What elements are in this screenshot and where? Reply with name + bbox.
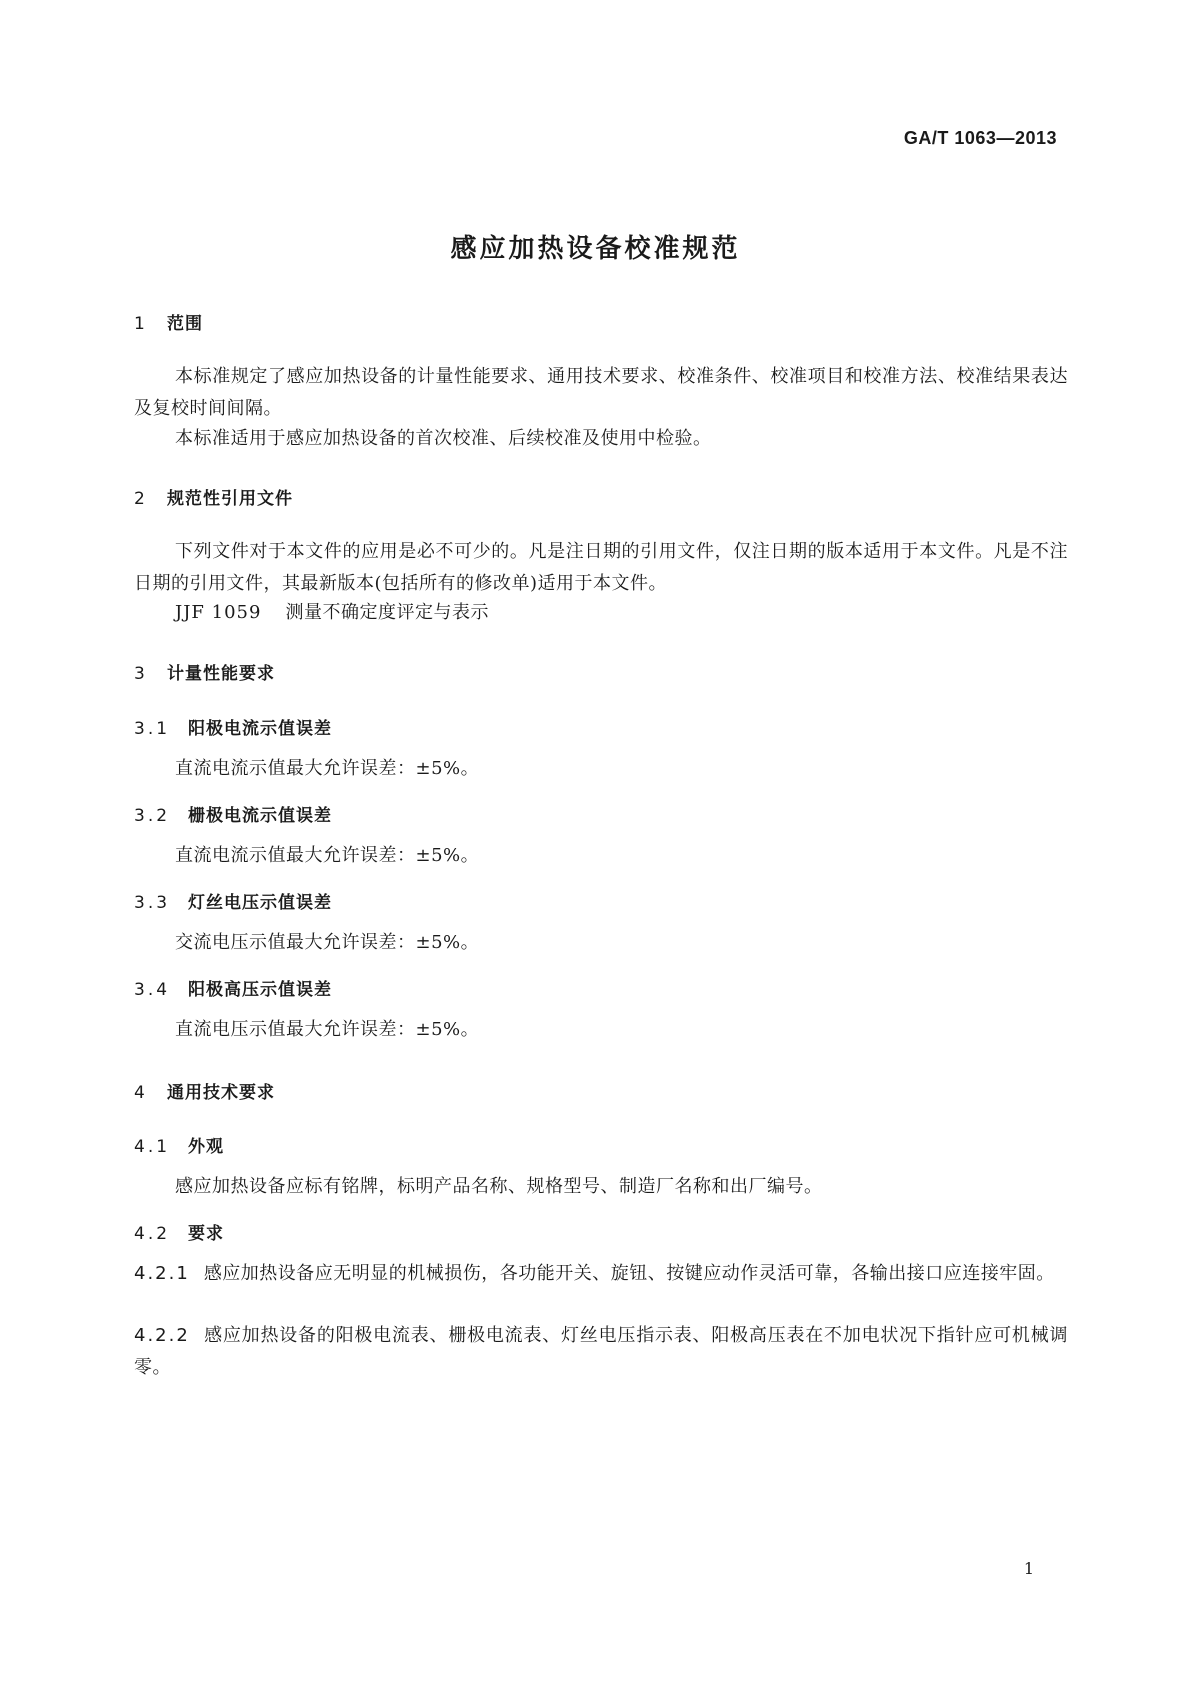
section-title: 规范性引用文件 <box>167 489 293 509</box>
subsection-number: 3.1 <box>134 719 171 739</box>
subsection-title: 阳极电流示值误差 <box>188 719 332 739</box>
subsection-number: 4.1 <box>134 1137 171 1157</box>
subsection-title: 外观 <box>188 1137 224 1157</box>
clause-number: 4.2.1 <box>134 1263 190 1284</box>
normative-reference <box>175 597 1065 629</box>
paragraph: 本标准规定了感应加热设备的计量性能要求、通用技术要求、校准条件、校准项目和校准方法、校准结果表达及复校时间间隔。 <box>134 366 1068 419</box>
paragraph: 直流电流示值最大允许误差：±5%。 <box>175 758 480 779</box>
section-1-heading <box>134 309 203 334</box>
section-number: 2 <box>134 489 145 509</box>
section-title: 通用技术要求 <box>167 1083 275 1103</box>
subsection-title: 栅极电流示值误差 <box>188 806 332 826</box>
subsection-3-1-heading <box>134 714 332 739</box>
subsection-number: 4.2 <box>134 1224 171 1244</box>
clause-text: 感应加热设备的阳极电流表、栅极电流表、灯丝电压指示表、阳极高压表在不加电状况下指针应可机械调零。 <box>134 1325 1068 1378</box>
section-3-heading <box>134 659 275 684</box>
subsection-3-2-heading <box>134 801 332 826</box>
paragraph: 下列文件对于本文件的应用是必不可少的。凡是注日期的引用文件，仅注日期的版本适用于本文件。凡是不注日期的引用文件，其最新版本(包括所有的修改单)适用于本文件。 <box>134 541 1068 594</box>
clause-number: 4.2.2 <box>134 1325 190 1346</box>
subsection-4-1-heading <box>134 1132 224 1157</box>
reference-code: JJF 1059 <box>175 602 262 623</box>
clause-text: 感应加热设备应无明显的机械损伤，各功能开关、旋钮、按键应动作灵活可靠，各输出接口应连接牢固。 <box>203 1263 1055 1284</box>
paragraph: 直流电流示值最大允许误差：±5%。 <box>175 845 480 866</box>
document-title: 感应加热设备校准规范 <box>450 234 741 264</box>
paragraph: 直流电压示值最大允许误差：±5%。 <box>175 1019 480 1040</box>
subsection-number: 3.4 <box>134 980 171 1000</box>
paragraph: 感应加热设备应标有铭牌，标明产品名称、规格型号、制造厂名称和出厂编号。 <box>175 1176 823 1197</box>
clause-4-2-2 <box>134 1320 1068 1384</box>
page-number: 1 <box>1023 1559 1034 1578</box>
section-4-heading <box>134 1078 275 1103</box>
reference-title: 测量不确定度评定与表示 <box>285 602 489 623</box>
section-number: 3 <box>134 664 145 684</box>
subsection-number: 3.3 <box>134 893 171 913</box>
section-number: 4 <box>134 1083 145 1103</box>
standard-code: GA/T 1063—2013 <box>903 128 1057 148</box>
subsection-4-2-heading <box>134 1219 224 1244</box>
subsection-3-3-heading <box>134 888 332 913</box>
section-title: 计量性能要求 <box>167 664 275 684</box>
clause-4-2-1 <box>134 1258 1068 1290</box>
subsection-title: 阳极高压示值误差 <box>188 980 332 1000</box>
subsection-title: 灯丝电压示值误差 <box>188 893 332 913</box>
subsection-3-4-heading <box>134 975 332 1000</box>
paragraph: 交流电压示值最大允许误差：±5%。 <box>175 932 480 953</box>
section-title: 范围 <box>167 314 203 334</box>
section-2-heading <box>134 484 293 509</box>
subsection-number: 3.2 <box>134 806 171 826</box>
paragraph: 本标准适用于感应加热设备的首次校准、后续校准及使用中检验。 <box>175 428 712 449</box>
subsection-title: 要求 <box>188 1224 224 1244</box>
section-number: 1 <box>134 314 145 334</box>
